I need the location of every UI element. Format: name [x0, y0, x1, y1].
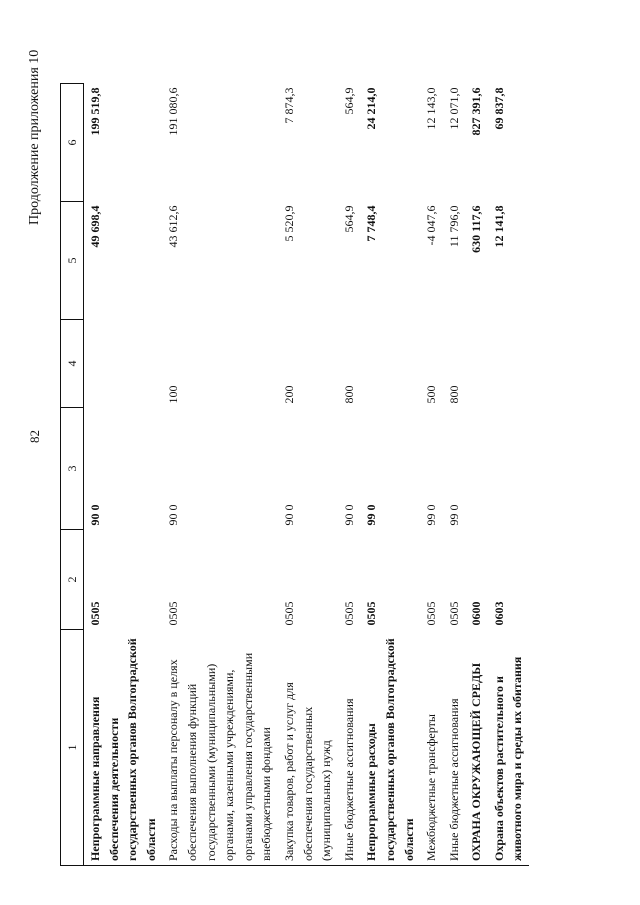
cell-expense-type: 100 [166, 385, 181, 404]
cell-name: Непрограммные направления обеспечения деятельности государственных органов Волгоградской области [84, 630, 163, 866]
cell-name: Охрана объектов растительного и животного мира и среды их обитания [488, 630, 529, 866]
cell-amount-col5: 49 698,4 [88, 205, 102, 248]
cell-target-article: 90 0 [88, 504, 102, 526]
cell-section: 0505 [341, 601, 356, 626]
header-col-3: 3 [61, 408, 84, 530]
cell-expense-type [465, 320, 488, 408]
header-row [61, 84, 84, 866]
cell-target-article [465, 408, 488, 530]
table-row [338, 84, 361, 866]
table-row [278, 84, 338, 866]
cell-target-article: 90 0 [281, 504, 296, 526]
cell-expense-type: 800 [446, 385, 461, 404]
cell-name: Непрограммные расходы государственных органов Волгоградской области [360, 630, 420, 866]
header-col-6: 6 [61, 84, 84, 202]
cell-amount-col6: 69 837,8 [491, 87, 506, 130]
cell-amount-col5: 12 141,8 [491, 205, 506, 248]
cell-name: ОХРАНА ОКРУЖАЮЩЕЙ СРЕДЫ [465, 630, 488, 866]
cell-amount-col6: 7 874,3 [281, 87, 296, 124]
cell-amount-col5: 564,9 [341, 205, 356, 233]
cell-amount-col5: 43 612,6 [166, 205, 181, 248]
cell-amount-col6: 827 391,6 [469, 87, 484, 136]
cell-amount-col5: 7 748,4 [364, 205, 379, 242]
cell-amount-col6: 199 519,8 [88, 87, 102, 136]
cell-target-article: 99 0 [364, 504, 379, 526]
cell-expense-type: 200 [281, 385, 296, 404]
cell-amount-col6: 24 214,0 [364, 87, 379, 130]
cell-section: 0603 [491, 601, 506, 626]
table-row [443, 84, 466, 866]
cell-amount-col6: 564,9 [341, 87, 356, 115]
table-row [465, 84, 488, 866]
cell-section: 0505 [446, 601, 461, 626]
cell-expense-type: 500 [424, 385, 439, 404]
header-col-4: 4 [61, 320, 84, 408]
cell-amount-col6: 12 071,0 [446, 87, 461, 130]
table-row [84, 84, 163, 866]
continuation-caption: Продолжение приложения 10 [27, 49, 42, 225]
header-col-1: 1 [61, 630, 84, 866]
table-row [420, 84, 443, 866]
table-row [488, 84, 529, 866]
cell-amount-col5: 11 796,0 [446, 205, 461, 248]
cell-target-article: 99 0 [424, 504, 439, 526]
cell-amount-col5: 630 117,6 [469, 205, 484, 253]
cell-section: 0600 [469, 601, 484, 626]
cell-name: Закупка товаров, работ и услуг для обеспечения государственных (муниципальных) нужд [278, 630, 338, 866]
budget-table [60, 83, 529, 866]
cell-section: 0505 [281, 601, 296, 626]
cell-amount-col5: -4 047,6 [424, 205, 439, 246]
budget-table-container [60, 84, 600, 866]
cell-section: 0505 [166, 601, 181, 626]
cell-name: Иные бюджетные ассигнования [338, 630, 361, 866]
cell-name: Иные бюджетные ассигнования [443, 630, 466, 866]
cell-amount-col6: 191 080,6 [166, 87, 181, 136]
cell-name: Межбюджетные трансферты [420, 630, 443, 866]
cell-expense-type [84, 320, 163, 408]
table-row [360, 84, 420, 866]
cell-name: Расходы на выплаты персоналу в целях обеспечения выполнения функций государственными (муниципальными) органами, казенными учреждениями, органами управления государственными внебюджетными фондами [162, 630, 278, 866]
header-col-5: 5 [61, 202, 84, 320]
cell-target-article [488, 408, 529, 530]
cell-amount-col6: 12 143,0 [424, 87, 439, 130]
cell-expense-type [360, 320, 420, 408]
cell-section: 0505 [424, 601, 439, 626]
cell-section: 0505 [364, 601, 379, 626]
cell-target-article: 90 0 [166, 504, 181, 526]
page-number: 82 [27, 430, 42, 443]
cell-target-article: 99 0 [446, 504, 461, 526]
cell-amount-col5: 5 520,9 [281, 205, 296, 242]
cell-target-article: 90 0 [341, 504, 356, 526]
cell-section: 0505 [88, 601, 102, 626]
header-col-2: 2 [61, 530, 84, 630]
cell-expense-type: 800 [341, 385, 356, 404]
cell-expense-type [488, 320, 529, 408]
table-row [162, 84, 278, 866]
